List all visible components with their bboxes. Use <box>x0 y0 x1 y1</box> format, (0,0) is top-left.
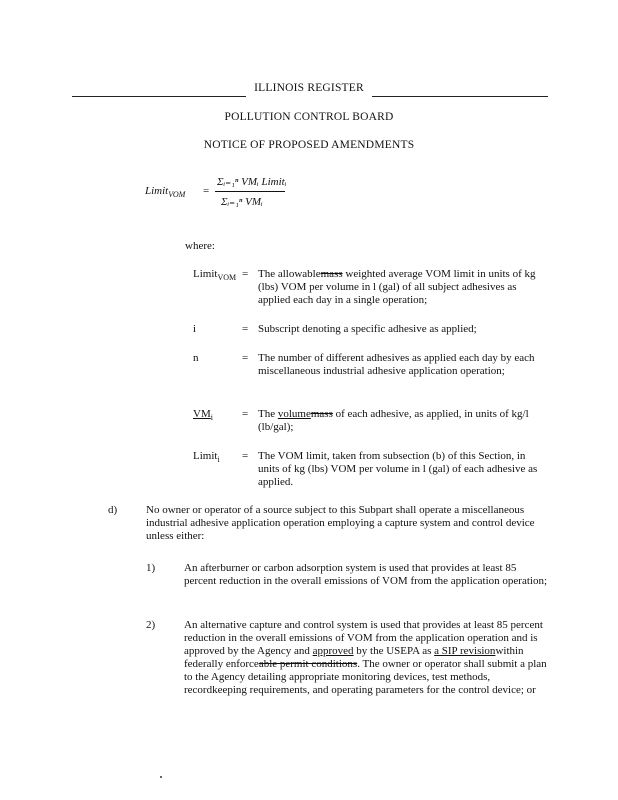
register-title: ILLINOIS REGISTER <box>254 82 364 94</box>
definition-equals: = <box>242 408 249 420</box>
formula-fraction-bar <box>215 191 285 192</box>
item-1-label: 1) <box>146 562 156 574</box>
where-label: where: <box>185 240 215 252</box>
definition-equals: = <box>242 323 249 335</box>
formula-denominator: Σᵢ₌₁ⁿ VMᵢ <box>221 196 263 208</box>
definition-text: The allowablemass weighted average VOM limit in units of kg (lbs) VOM per volume in l (gal) of all subject adhesives as applied each day in a single operation; <box>258 268 536 306</box>
header-rule-left <box>72 96 246 97</box>
section-d-label: d) <box>108 504 118 516</box>
item-1-text: An afterburner or carbon adsorption system is used that provides at least 85 percent reduction in the overall emissions of VOM from the application operation; <box>184 562 548 587</box>
header-rule-right <box>372 96 548 97</box>
definition-symbol: Limit$_{VOM}$ <box>193 268 237 283</box>
section-d-text: No owner or operator of a source subject to this Subpart shall operate a miscellaneous industrial adhesive application operation employing a capture system and control device unless either: <box>146 504 535 542</box>
definition-symbol: n <box>193 352 199 364</box>
definition-text: The VOM limit, taken from subsection (b) of this Section, in units of kg (lbs) VOM per volume in l (gal) of each adhesive as applied. <box>258 450 538 488</box>
item-2-label: 2) <box>146 619 156 631</box>
definition-equals: = <box>242 352 249 364</box>
definition-equals: = <box>242 450 249 462</box>
definition-symbol: i <box>193 323 197 335</box>
board-title: POLLUTION CONTROL BOARD <box>224 111 394 123</box>
definition-text: Subscript denoting a specific adhesive as applied; <box>258 323 477 335</box>
definition-symbol: $VM_i$ <box>193 408 213 423</box>
formula-lhs: Limit$_{VOM}$ <box>145 185 186 200</box>
definition-equals: = <box>242 268 249 280</box>
definition-text: The volumemass of each adhesive, as applied, in units of kg/l (lb/gal); <box>258 408 529 433</box>
formula-equals: = <box>203 185 210 197</box>
scan-speck <box>160 776 162 778</box>
definition-symbol: Limit$_i$ <box>193 450 220 465</box>
formula-numerator: Σᵢ₌₁ⁿ VMᵢ Limitᵢ <box>217 176 287 188</box>
item-2-text: An alternative capture and control system is used that provides at least 85 percent reduction in the overall emissions of VOM from the application operation and is approved by the Agency and approved by the USEPA as a SIP revisionwithin federally enforceable permit conditions. The owner or operator shall submit a plan to the Agency detailing appropriate monitoring devices, test methods, recordkeeping requirements, and operating parameters for the control device; or <box>184 619 547 696</box>
definition-text: The number of different adhesives as applied each day by each miscellaneous industrial adhesive application operation; <box>258 352 535 377</box>
notice-title: NOTICE OF PROPOSED AMENDMENTS <box>203 139 415 151</box>
